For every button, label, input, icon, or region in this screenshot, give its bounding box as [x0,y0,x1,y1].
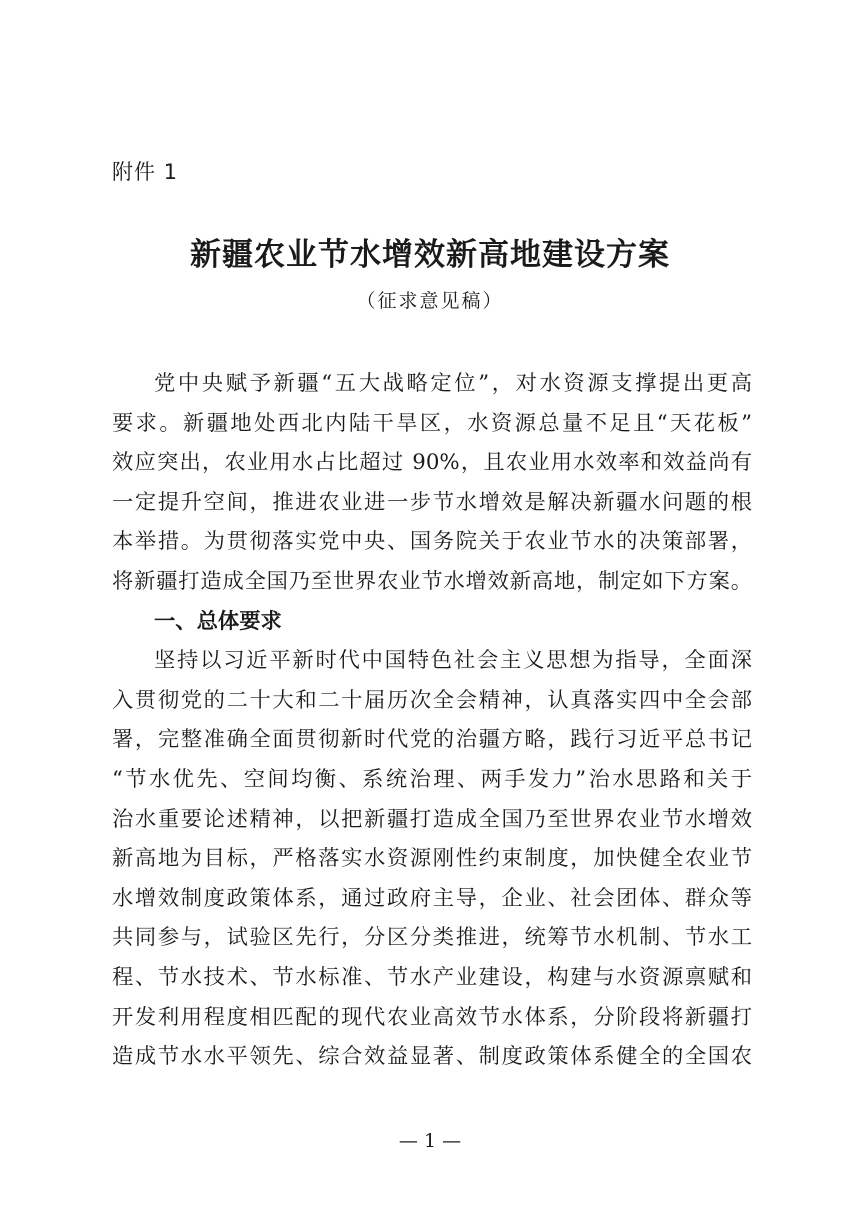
paragraph-1-line: 本举措。为贯彻落实党中央、国务院关于农业节水的决策部署， [112,529,752,555]
paragraph-2-line: 入贯彻党的二十大和二十届历次全会精神，认真落实四中全会部 [112,687,752,713]
paragraph-2-line: 坚持以习近平新时代中国特色社会主义思想为指导，全面深 [154,648,752,674]
paragraph-2-line: 开发利用程度相匹配的现代农业高效节水体系，分阶段将新疆打 [112,1004,752,1030]
paragraph-1-line: 党中央赋予新疆“五大战略定位”，对水资源支撑提出更高 [154,371,752,396]
paragraph-1-line: 要求。新疆地处西北内陆干旱区，水资源总量不足且“天花板” [112,410,752,436]
paragraph-2-line: 造成节水水平领先、综合效益显著、制度政策体系健全的全国农 [112,1044,752,1070]
paragraph-2-line: 共同参与，试验区先行，分区分类推进，统筹节水机制、节水工 [112,925,752,951]
paragraph-1-line: 效应突出，农业用水占比超过 90%，且农业用水效率和效益尚有 [112,450,752,476]
paragraph-2-line: 治水重要论述精神，以把新疆打造成全国乃至世界农业节水增效 [112,806,752,832]
document-subtitle: （征求意见稿） [356,290,504,312]
paragraph-2-line: 新高地为目标，严格落实水资源刚性约束制度，加快健全农业节 [112,846,752,872]
paragraph-1-line: 将新疆打造成全国乃至世界农业节水增效新高地，制定如下方案。 [112,568,752,594]
paragraph-2-line: 署，完整准确全面贯彻新时代党的治疆方略，践行习近平总书记 [112,727,752,753]
document-body [112,364,752,1077]
section-heading: 一、总体要求 [154,608,282,634]
page-number: — 1 — [398,1130,462,1152]
paragraph-1-line: 一定提升空间，推进农业进一步节水增效是解决新疆水问题的根 [112,489,752,515]
paragraph-2-line: 水增效制度政策体系，通过政府主导，企业、社会团体、群众等 [112,885,752,911]
paragraph-2-line: “节水优先、空间均衡、系统治理、两手发力”治水思路和关于 [112,766,752,792]
attachment-label: 附件 1 [112,160,179,184]
paragraph-2-line: 程、节水技术、节水标准、节水产业建设，构建与水资源禀赋和 [112,964,752,990]
document-title: 新疆农业节水增效新高地建设方案 [190,237,670,273]
